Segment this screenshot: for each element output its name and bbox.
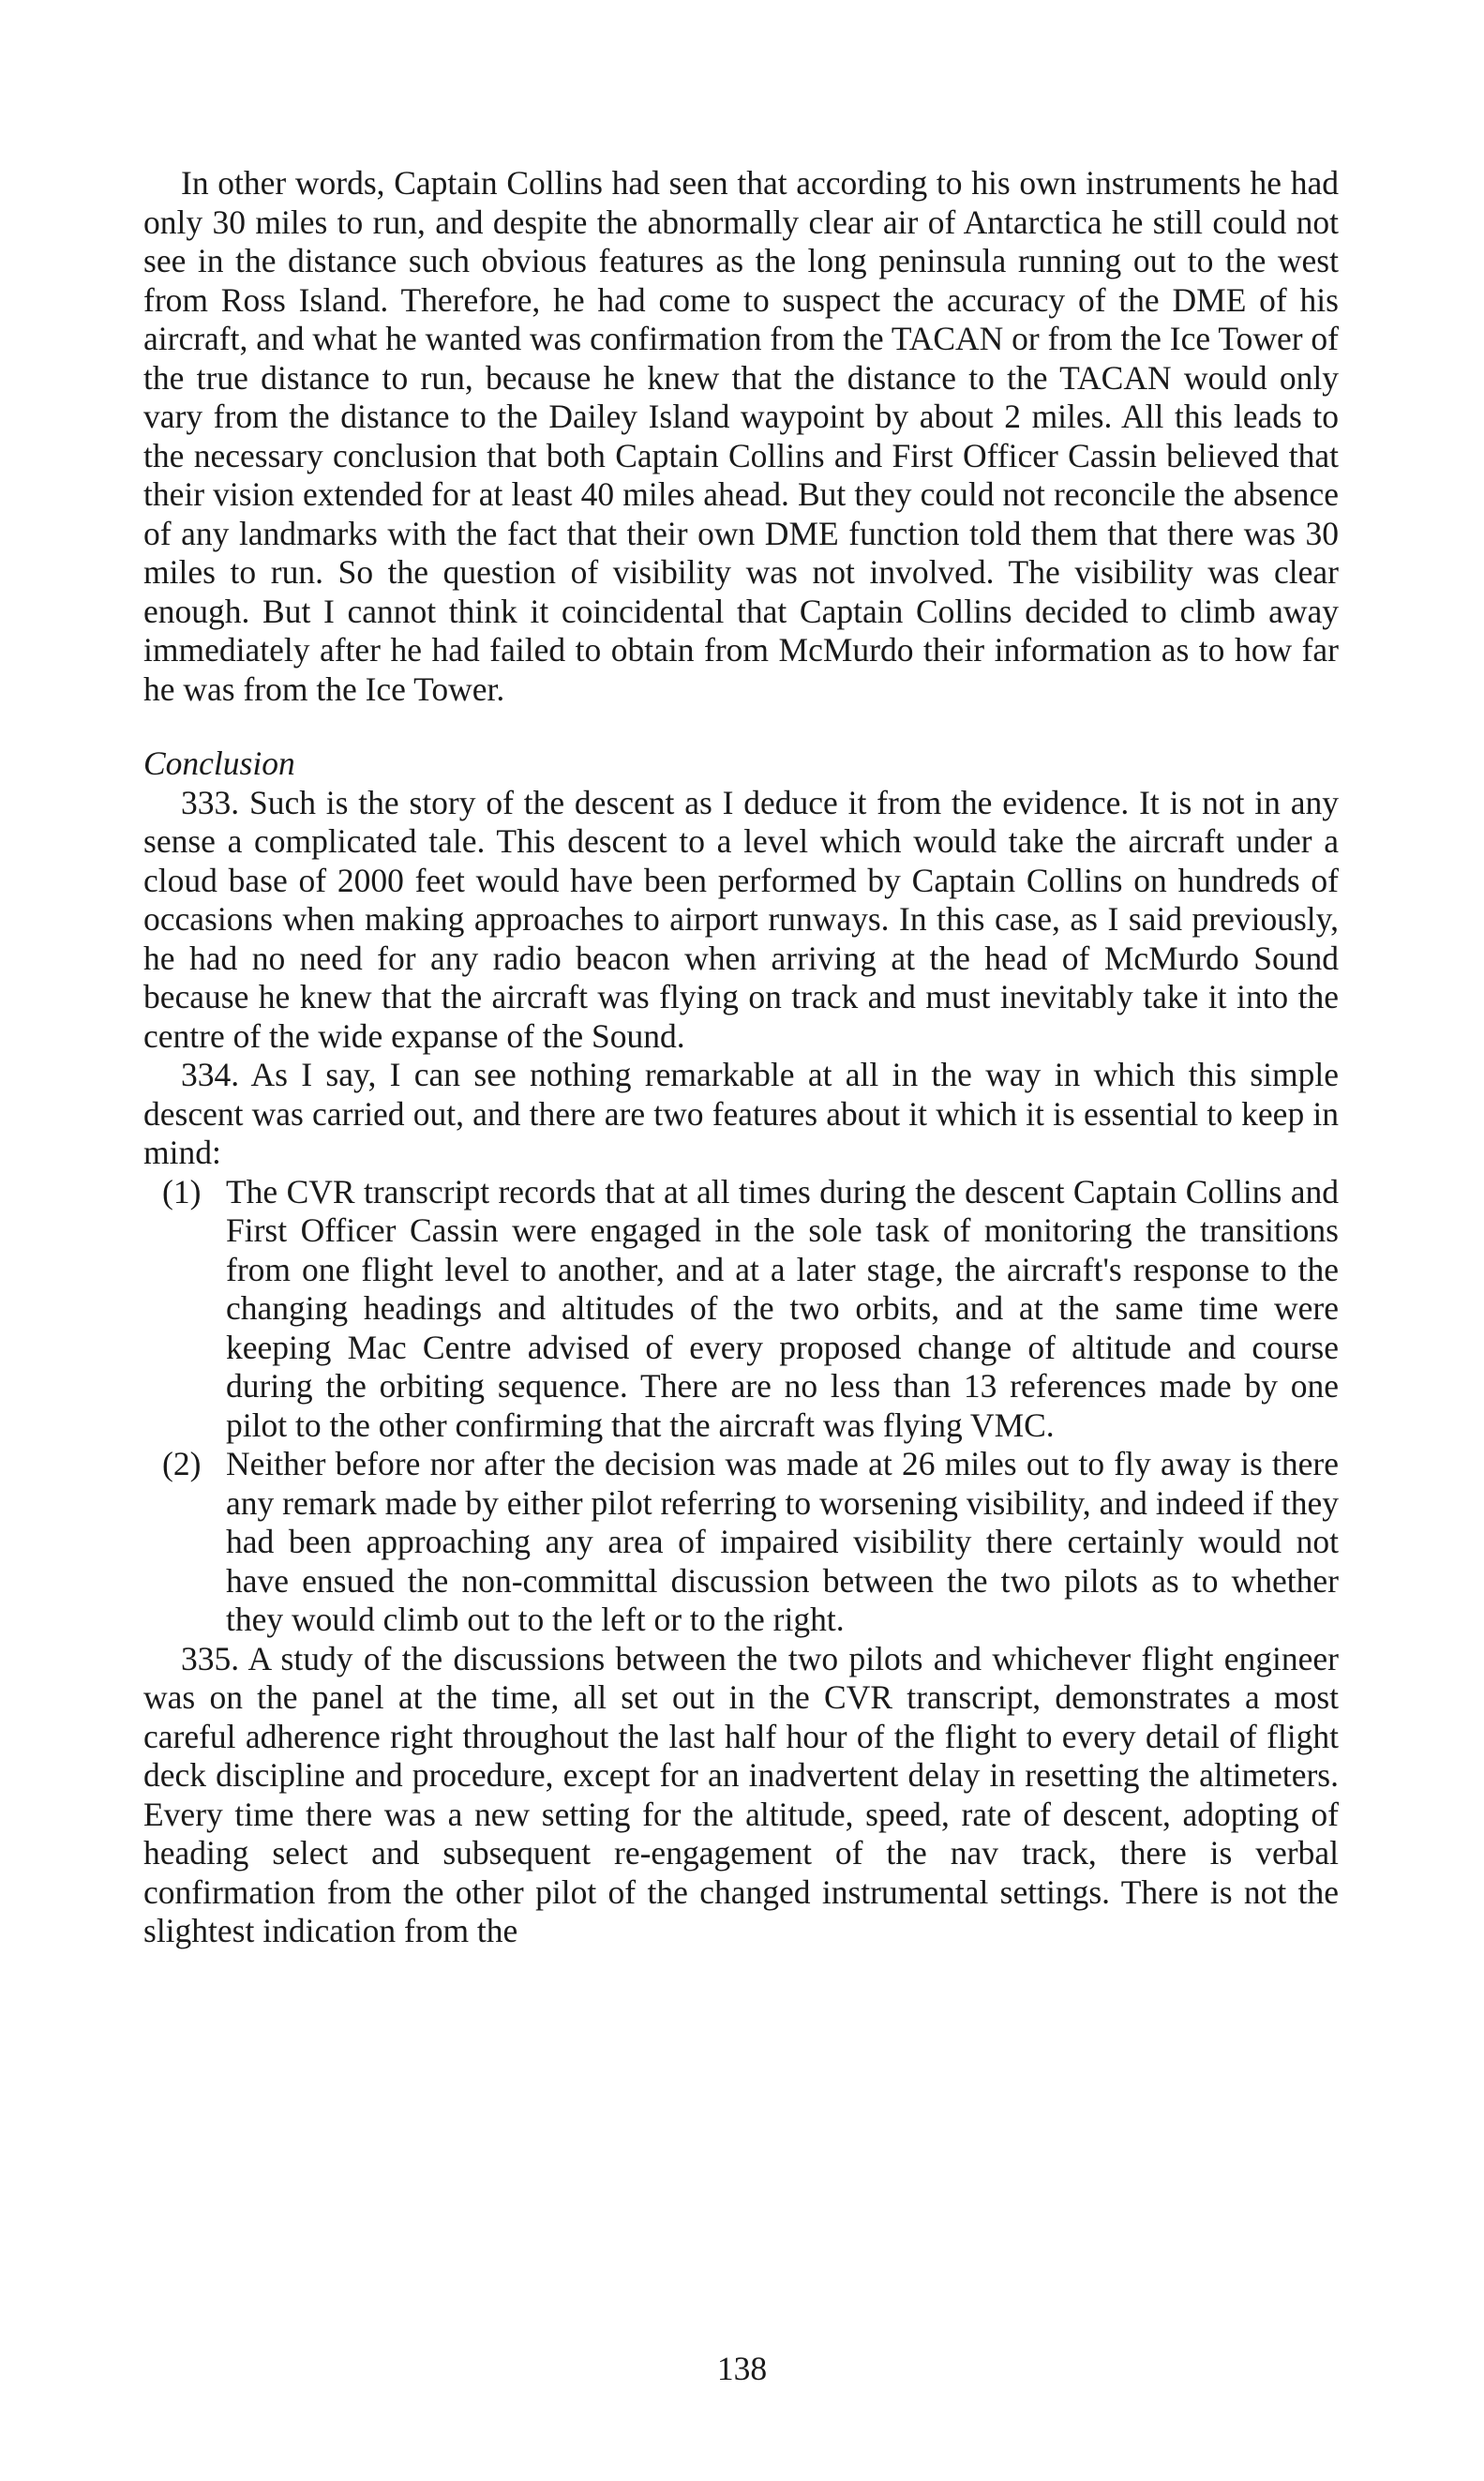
- list-item: [143, 1445, 1339, 1640]
- list-item-text: Neither before nor after the decision was made at 26 miles out to fly away is there any remark made by either pilot referring to worsening visibility, and indeed if they had been approaching any area of impaired visibility there certainly would not have ensued the non-committal discussion between the two pilots as to whether they would climb out to the left or to the right.: [226, 1445, 1339, 1638]
- intro-paragraph: In other words, Captain Collins had seen that according to his own instruments he had only 30 miles to run, and despite the abnormally clear air of Antarctica he still could not see in the distance such obvious features as the long peninsula running out to the west from Ross Island. Therefore, he had come to suspect the accuracy of the DME of his aircraft, and what he wanted was confirmation from the TACAN or from the Ice Tower of the true distance to run, because he knew that the distance to the TACAN would only vary from the distance to the Dailey Island waypoint by about 2 miles. All this leads to the necessary conclusion that both Captain Collins and First Officer Cassin believed that their vision extended for at least 40 miles ahead. But they could not reconcile the absence of any landmarks with the fact that their own DME function told them that there was 30 miles to run. So the question of visibility was not involved. The visibility was clear enough. But I cannot think it coincidental that Captain Collins decided to climb away immediately after he had failed to obtain from McMurdo their information as to how far he was from the Ice Tower.: [143, 164, 1339, 708]
- page-body: [143, 164, 1339, 1951]
- list-item-number: (1): [162, 1172, 202, 1210]
- paragraph-335: 335. A study of the discussions between the two pilots and whichever flight engineer was on the panel at the time, all set out in the CVR transcript, demonstrates a most careful adherence right throughout the last half hour of the flight to every detail of flight deck discipline and procedure, except for an inadvertent delay in resetting the altimeters. Every time there was a new setting for the altitude, speed, rate of descent, adopting of heading select and subsequent re-engagement of the nav track, there is verbal confirmation from the other pilot of the changed instrumental settings. There is not the slightest indication from the: [143, 1639, 1339, 1949]
- section-heading: Conclusion: [143, 744, 295, 782]
- paragraph-333: 333. Such is the story of the descent as I deduce it from the evidence. It is not in any sense a complicated tale. This descent to a level which would take the aircraft under a cloud base of 2000 feet would have been performed by Captain Collins on hundreds of occasions when making approaches to airport runways. In this case, as I said previously, he had no need for any radio beacon when arriving at the head of McMurdo Sound because he knew that the aircraft was flying on track and must inevitably take it into the centre of the wide expanse of the Sound.: [143, 783, 1339, 1055]
- list-item-text: The CVR transcript records that at all times during the descent Captain Collins and First Officer Cassin were engaged in the sole task of monitoring the transitions from one flight level to another, and at a later stage, the aircraft's response to the changing headings and altitudes of the two orbits, and at the same time were keeping Mac Centre advised of every proposed change of altitude and course during the orbiting sequence. There are no less than 13 references made by one pilot to the other confirming that the aircraft was flying VMC.: [226, 1172, 1339, 1444]
- list-item-number: (2): [162, 1445, 202, 1482]
- list-item: [143, 1173, 1339, 1446]
- paragraph-334: 334. As I say, I can see nothing remarkable at all in the way in which this simple descent was carried out, and there are two features about it which it is essential to keep in mind:: [143, 1056, 1339, 1171]
- page-number: 138: [716, 2350, 768, 2387]
